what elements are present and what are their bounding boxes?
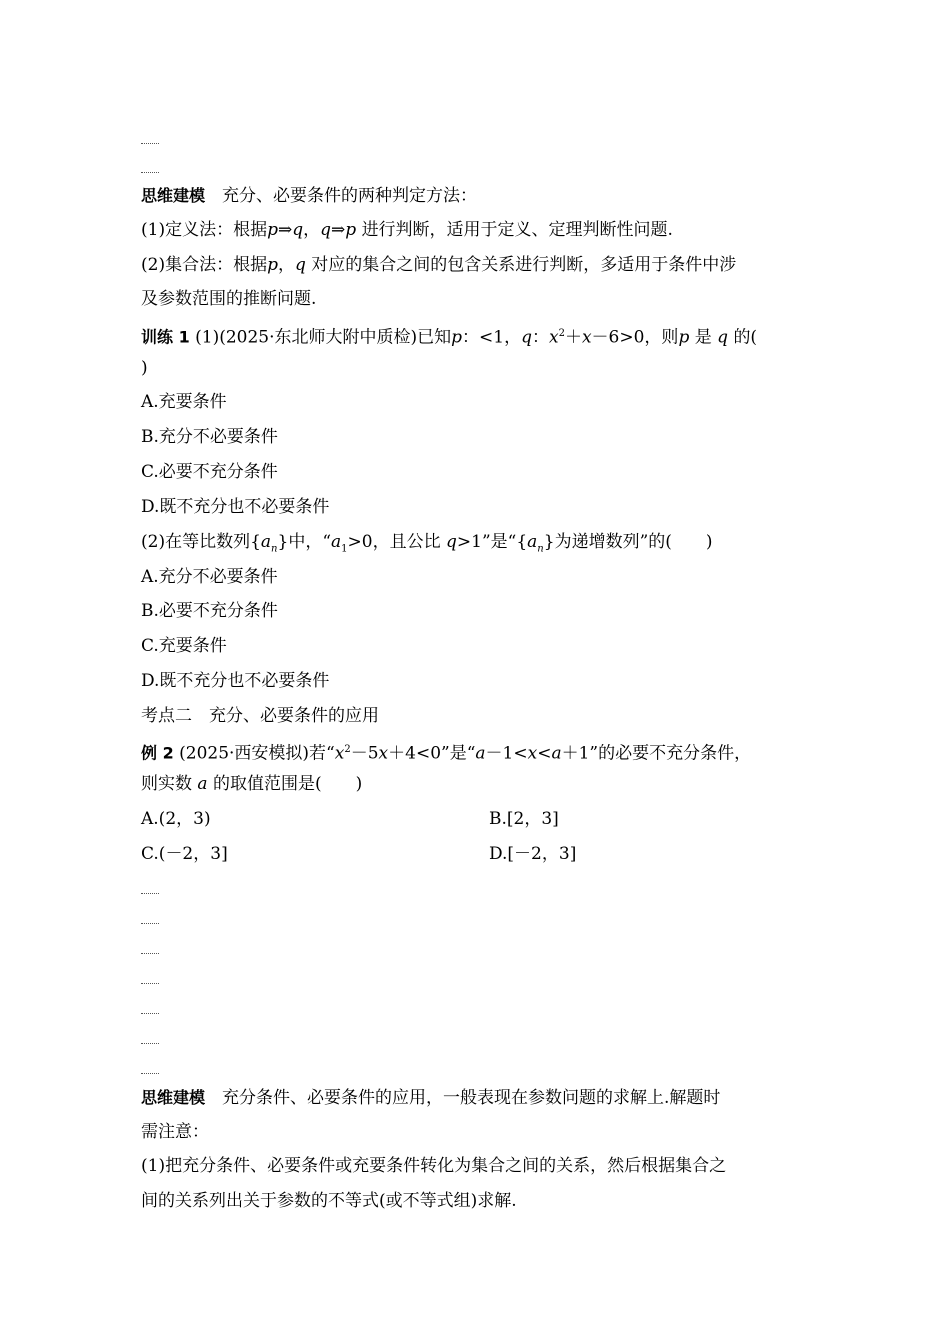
- answer-blank: [141, 923, 159, 924]
- option-d: D.既不充分也不必要条件: [141, 497, 330, 517]
- option-c: C.(－2，3]: [141, 844, 228, 864]
- option-d: D.既不充分也不必要条件: [141, 671, 330, 691]
- option-a: A.充要条件: [141, 392, 227, 412]
- train1-question-1: 训练 1 (1)(2025·东北师大附中质检)已知p：<1，q：$x^2+x-6>0$，则p 是 q 的(: [141, 327, 758, 348]
- train1-question-2: (2)在等比数列$\{a_n\}$中，“$a_1>0$，且公比 q>1”是“$\{a_n\}$为递增数列”的( ): [141, 532, 713, 555]
- answer-blank: [141, 1013, 159, 1014]
- answer-blank: [141, 172, 159, 173]
- model1-line-1: (1)定义法：根据p⇒q，q⇒p 进行判断，适用于定义、定理判断性问题.: [141, 220, 673, 240]
- answer-blank: [141, 893, 159, 894]
- section-heading: 考点二 充分、必要条件的应用: [141, 706, 379, 726]
- model2-line-4: 间的关系列出关于参数的不等式(或不等式组)求解.: [141, 1191, 517, 1211]
- answer-blank: [141, 1073, 159, 1074]
- model1-title: 思维建模: [141, 186, 206, 205]
- option-a: A.(2，3): [141, 809, 211, 829]
- example2-line-2: 则实数 a 的取值范围是( ): [141, 774, 363, 794]
- train1-question-1-close: ): [141, 358, 148, 378]
- option-b: B.充分不必要条件: [141, 427, 278, 447]
- answer-blank: [141, 1043, 159, 1044]
- model2-line-1: 思维建模 充分条件、必要条件的应用，一般表现在参数问题的求解上.解题时: [141, 1088, 721, 1108]
- example2-line-1: 例 2 (2025·西安模拟)若“$x^2-5x+4<0$”是“a－1<x<a＋1”的必要不充分条件，: [141, 743, 752, 764]
- option-c: C.充要条件: [141, 636, 227, 656]
- model2-line-2: 需注意：: [141, 1122, 209, 1142]
- option-d: D.[－2，3]: [489, 844, 577, 864]
- model1-line-2: (2)集合法：根据p，q 对应的集合之间的包含关系进行判断，多适用于条件中涉: [141, 255, 737, 275]
- option-b: B.[2，3]: [489, 809, 559, 829]
- answer-blank: [141, 953, 159, 954]
- model1-line-3: 及参数范围的推断问题.: [141, 289, 317, 309]
- answer-blank: [141, 143, 159, 144]
- answer-blank: [141, 983, 159, 984]
- train1-title: 训练 1: [141, 327, 190, 347]
- model1-intro: 充分、必要条件的两种判定方法：: [222, 186, 478, 206]
- model2-title: 思维建模: [141, 1088, 206, 1107]
- option-c: C.必要不充分条件: [141, 462, 278, 482]
- option-b: B.必要不充分条件: [141, 601, 278, 621]
- model2-line-3: (1)把充分条件、必要条件或充要条件转化为集合之间的关系，然后根据集合之: [141, 1156, 727, 1176]
- example2-title: 例 2: [141, 743, 174, 763]
- model1-heading: [141, 184, 477, 208]
- option-a: A.充分不必要条件: [141, 567, 278, 587]
